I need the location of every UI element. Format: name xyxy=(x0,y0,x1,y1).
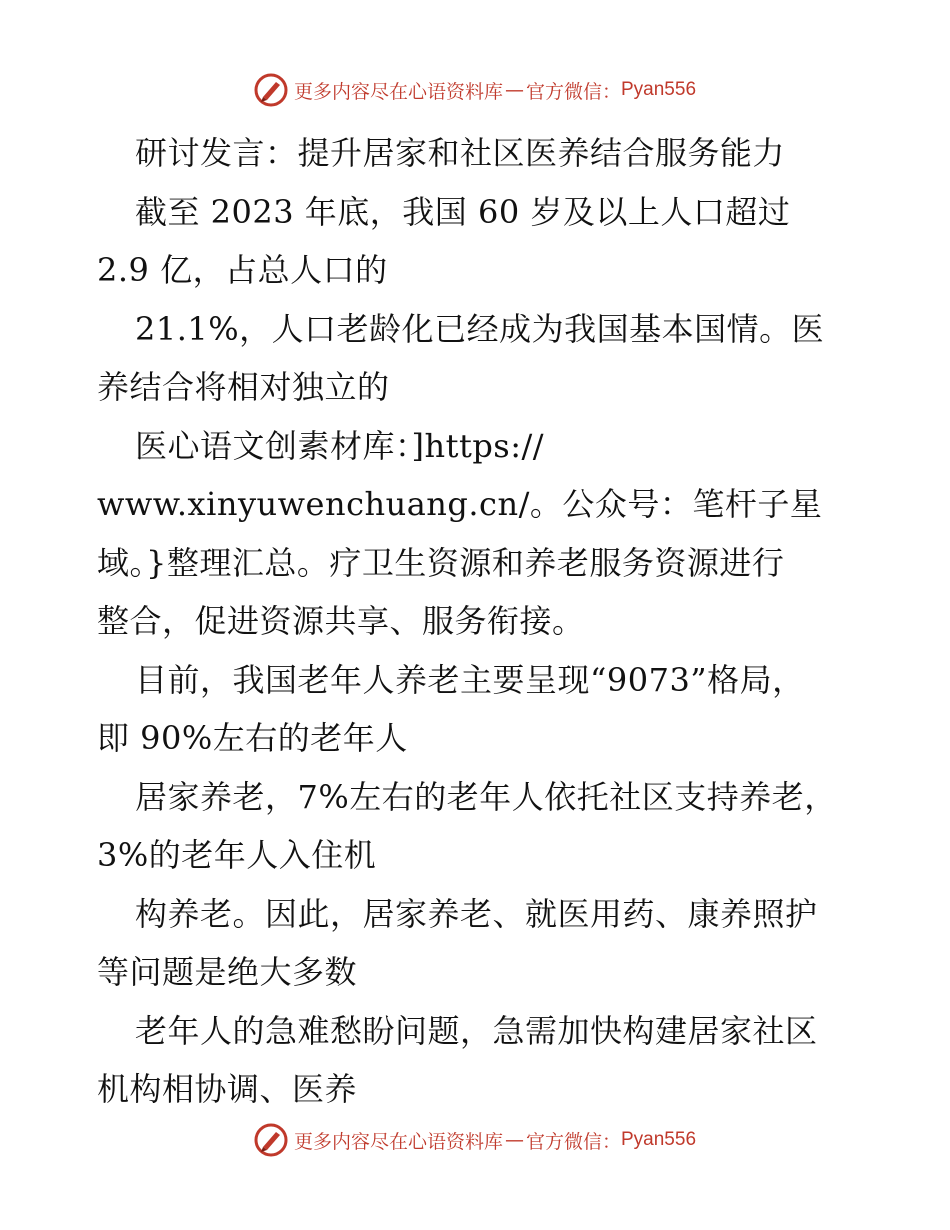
text-line: 等问题是绝大多数 xyxy=(97,953,358,991)
wechat-id: Pyan556 xyxy=(621,1129,697,1150)
text-line: 域。}整理汇总。疗卫生资源和养老服务资源进行 xyxy=(97,543,785,582)
text-line: 构养老。因此，居家养老、就医用药、康养照护 xyxy=(135,894,818,933)
text-line: 21.1%，人口老龄化已经成为我国基本国情。医 xyxy=(135,309,825,348)
text-line: 养结合将相对独立的 xyxy=(97,368,390,406)
text-line: 目前，我国老年人养老主要呈现“9073”格局， xyxy=(135,660,805,699)
banner-separator: — xyxy=(504,79,524,101)
header-banner xyxy=(0,70,950,110)
text-line: 老年人的急难愁盼问题，急需加快构建居家社区 xyxy=(135,1011,818,1050)
text-line: 研讨发言：提升居家和社区医养结合服务能力 xyxy=(135,134,786,172)
footer-banner xyxy=(0,1120,950,1160)
banner-text: 更多内容尽在心语资料库 xyxy=(293,80,503,103)
text-line: 截至 2023 年底，我国 60 岁及以上人口超过 xyxy=(135,192,791,231)
wechat-label: 官方微信： xyxy=(525,80,621,103)
document-body xyxy=(97,124,857,1119)
text-line: 即 90%左右的老年人 xyxy=(97,719,408,757)
pen-logo-icon xyxy=(254,1123,288,1157)
text-line: 3%的老年人入住机 xyxy=(97,836,377,874)
text-line: 机构相协调、医养 xyxy=(97,1070,358,1108)
text-line: www.xinyuwenchuang.cn/。公众号：笔杆子星 xyxy=(97,485,823,523)
text-line: 2.9 亿，占总人口的 xyxy=(97,251,388,289)
pen-logo-icon xyxy=(254,73,288,107)
wechat-label: 官方微信： xyxy=(525,1130,621,1153)
wechat-id: Pyan556 xyxy=(621,79,697,100)
text-line: 医心语文创素材库：]https:// xyxy=(135,426,545,465)
banner-separator: — xyxy=(504,1129,524,1151)
text-line: 居家养老，7%左右的老年人依托社区支持养老， xyxy=(135,777,837,816)
text-line: 整合，促进资源共享、服务衔接。 xyxy=(97,602,585,640)
banner-text: 更多内容尽在心语资料库 xyxy=(293,1130,503,1153)
